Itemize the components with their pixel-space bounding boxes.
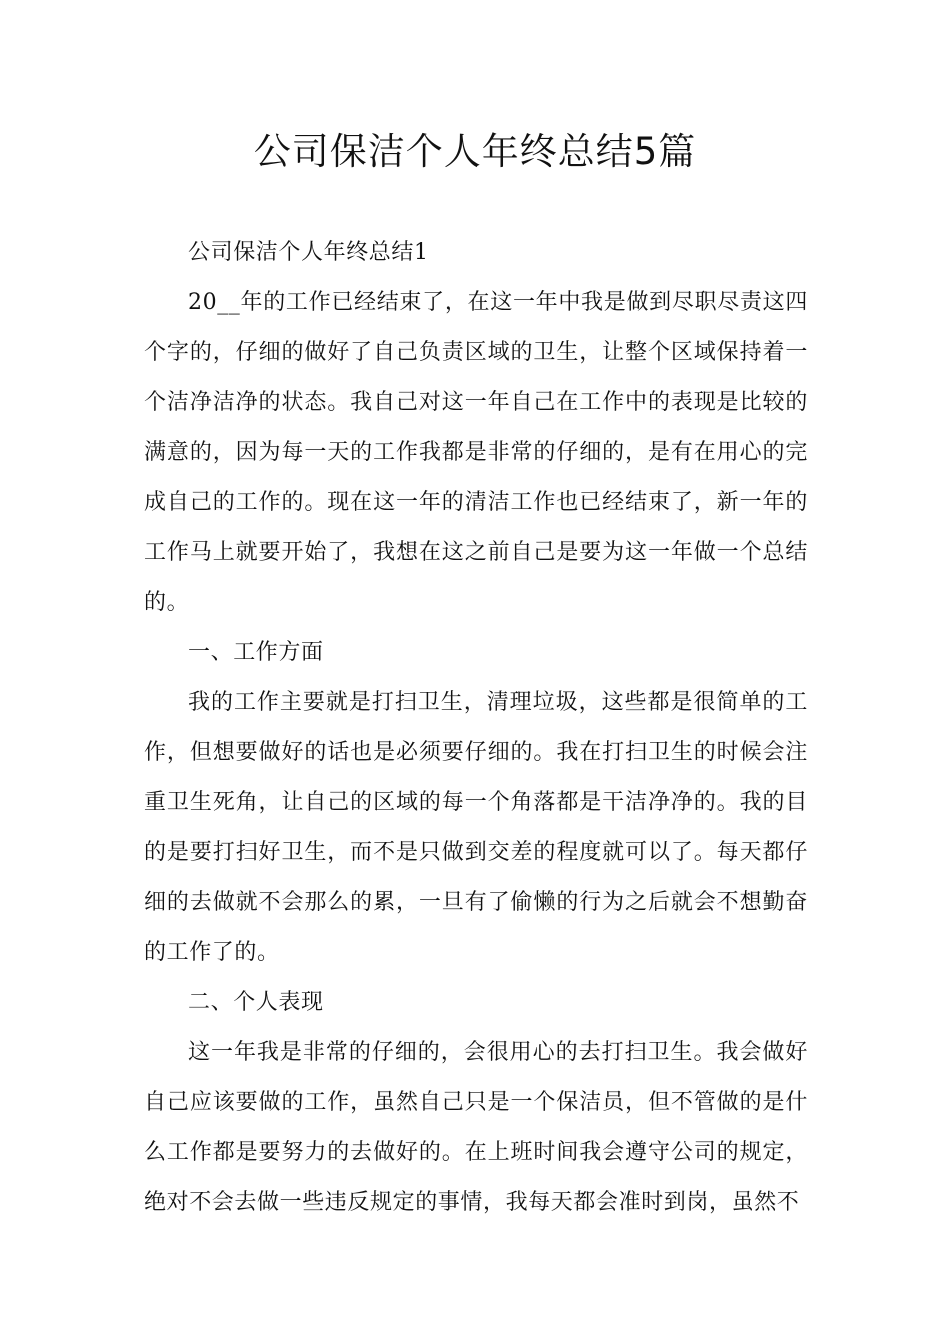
body-paragraph: 我的工作主要就是打扫卫生，清理垃圾，这些都是很简单的工作，但想要做好的话也是必须要仔细的。我在打扫卫生的时候会注重卫生死角，让自己的区域的每一个角落都是干洁净净的。我的目的是要打扫好卫生，而不是只做到交差的程度就可以了。每天都仔细的去做就不会那么的累，一旦有了偷懒的行为之后就会不想勤奋的工作了的。: [144, 690, 808, 965]
section-heading-personal: 二、个人表现: [188, 990, 324, 1015]
section-heading-summary-1: 公司保洁个人年终总结1: [188, 240, 429, 265]
body-paragraph: 20__年的工作已经结束了，在这一年中我是做到尽职尽责这四个字的，仔细的做好了自己负责区域的卫生，让整个区域保持着一个洁净洁净的状态。我自己对这一年自己在工作中的表现是比较的满意的，因为每一天的工作我都是非常的仔细的，是有在用心的完成自己的工作的。现在这一年的清洁工作也已经结束了，新一年的工作马上就要开始了，我想在这之前自己是要为这一年做一个总结的。: [144, 290, 808, 615]
section-heading-work: 一、工作方面: [188, 640, 324, 665]
document-title: 公司保洁个人年终总结5篇: [253, 130, 697, 173]
body-paragraph: 这一年我是非常的仔细的，会很用心的去打扫卫生。我会做好自己应该要做的工作，虽然自己只是一个保洁员，但不管做的是什么工作都是要努力的去做好的。在上班时间我会遵守公司的规定，绝对不会去做一些违反规定的事情，我每天都会准时到岗，虽然不: [144, 1040, 808, 1215]
document-body: [144, 228, 808, 1228]
